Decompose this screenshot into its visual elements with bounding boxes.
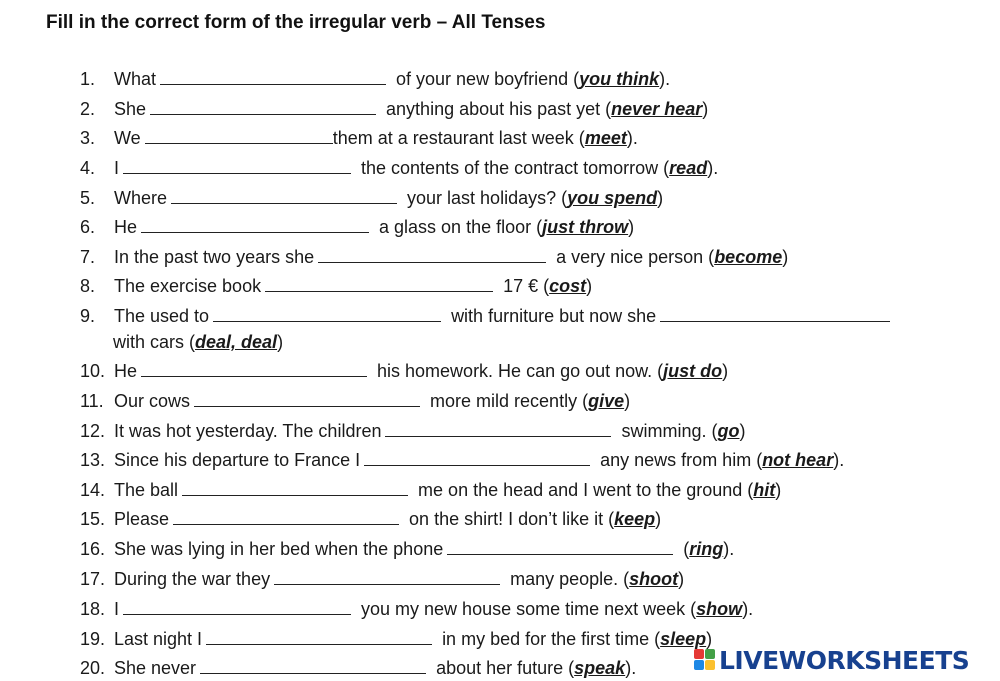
item-text-end: ). bbox=[723, 539, 735, 559]
item-text-before: She was lying in her bed when the phone bbox=[114, 539, 444, 559]
item-number: 1. bbox=[80, 69, 96, 89]
item-text-end: ). bbox=[707, 158, 719, 178]
liveworksheets-logo bbox=[694, 644, 998, 676]
item-text-before: Since his departure to France I bbox=[114, 450, 361, 470]
answer-blank[interactable] bbox=[385, 419, 611, 437]
item-number: 18. bbox=[80, 599, 106, 619]
exercise-item-12 bbox=[80, 418, 980, 444]
exercise-item-8 bbox=[80, 273, 980, 299]
item-text-end: ) bbox=[628, 217, 635, 237]
answer-blank[interactable] bbox=[206, 627, 432, 645]
verb-hint: ring bbox=[689, 539, 724, 559]
item-number: 2. bbox=[80, 99, 96, 119]
verb-hint: go bbox=[717, 421, 740, 441]
item-text-end: ) bbox=[277, 332, 284, 352]
answer-blank[interactable] bbox=[141, 359, 367, 377]
item-text-after: me on the head and I went to the ground ( bbox=[418, 480, 754, 500]
exercise-item-5 bbox=[80, 185, 980, 211]
item-text-before: It was hot yesterday. The children bbox=[114, 421, 382, 441]
logo-mark-icon bbox=[694, 647, 716, 673]
item-text-end: ) bbox=[722, 361, 729, 381]
item-text-after: a very nice person ( bbox=[556, 247, 715, 267]
item-text-after: your last holidays? ( bbox=[407, 188, 568, 208]
answer-blank[interactable] bbox=[123, 597, 351, 615]
exercise-item-16 bbox=[80, 536, 980, 562]
item-text-before: She never bbox=[114, 658, 197, 678]
answer-blank[interactable] bbox=[318, 245, 546, 263]
verb-hint: become bbox=[714, 247, 783, 267]
answer-blank[interactable] bbox=[447, 537, 673, 555]
logo-text: LIVEWORKSHEETS bbox=[719, 645, 970, 675]
item-text-before: Our cows bbox=[114, 391, 191, 411]
verb-hint: never hear bbox=[611, 99, 703, 119]
verb-hint: give bbox=[588, 391, 625, 411]
exercise-item-6 bbox=[80, 214, 980, 240]
verb-hint: just throw bbox=[542, 217, 629, 237]
exercise-item-9-continuation bbox=[113, 329, 283, 355]
item-text-before: The used to bbox=[114, 306, 210, 326]
verb-hint: you spend bbox=[567, 188, 658, 208]
item-text-after: the contents of the contract tomorrow ( bbox=[361, 158, 670, 178]
item-text-before: Last night I bbox=[114, 629, 203, 649]
item-number: 11. bbox=[80, 391, 104, 411]
verb-hint: meet bbox=[584, 128, 627, 148]
item-text-end: ) bbox=[739, 421, 746, 441]
verb-hint: cost bbox=[549, 276, 587, 296]
answer-blank-second[interactable] bbox=[660, 304, 890, 322]
item-text-after: of your new boyfriend ( bbox=[396, 69, 580, 89]
item-text-after: about her future ( bbox=[436, 658, 575, 678]
exercise-item-4 bbox=[80, 155, 980, 181]
item-text-end: ) bbox=[678, 569, 685, 589]
answer-blank[interactable] bbox=[194, 389, 420, 407]
verb-hint: not hear bbox=[762, 450, 834, 470]
item-text-after: with furniture but now she bbox=[451, 306, 657, 326]
item-number: 19. bbox=[80, 629, 106, 649]
item-text-end: ) bbox=[586, 276, 593, 296]
answer-blank[interactable] bbox=[173, 507, 399, 525]
item-text-after: ( bbox=[683, 539, 690, 559]
item-text-after: more mild recently ( bbox=[430, 391, 589, 411]
item-text-before: The exercise book bbox=[114, 276, 262, 296]
exercise-item-14 bbox=[80, 477, 980, 503]
item-text-after: swimming. ( bbox=[621, 421, 718, 441]
item-number: 8. bbox=[80, 276, 96, 296]
answer-blank[interactable] bbox=[213, 304, 441, 322]
item-text-end: ) bbox=[624, 391, 631, 411]
item-text-end: ) bbox=[655, 509, 662, 529]
item-number: 20. bbox=[80, 658, 106, 678]
exercise-item-10 bbox=[80, 358, 980, 384]
item-text-end: ) bbox=[657, 188, 664, 208]
answer-blank[interactable] bbox=[141, 215, 369, 233]
verb-hint: read bbox=[669, 158, 708, 178]
answer-blank[interactable] bbox=[182, 478, 408, 496]
item-text-end: ). bbox=[626, 128, 638, 148]
exercise-item-18 bbox=[80, 596, 980, 622]
item-text-before: She bbox=[114, 99, 147, 119]
verb-hint: keep bbox=[614, 509, 656, 529]
item-number: 9. bbox=[80, 306, 96, 326]
verb-hint: sleep bbox=[660, 629, 707, 649]
answer-blank[interactable] bbox=[160, 67, 386, 85]
item-text-after: a glass on the floor ( bbox=[379, 217, 543, 237]
item-number: 3. bbox=[80, 128, 96, 148]
answer-blank[interactable] bbox=[123, 156, 351, 174]
exercise-item-1 bbox=[80, 66, 980, 92]
item-number: 17. bbox=[80, 569, 106, 589]
item-text-before: The ball bbox=[114, 480, 179, 500]
verb-hint: just do bbox=[663, 361, 723, 381]
item-text-before: I bbox=[114, 158, 120, 178]
exercise-item-11 bbox=[80, 388, 980, 414]
answer-blank[interactable] bbox=[265, 274, 493, 292]
answer-blank[interactable] bbox=[364, 448, 590, 466]
item-text-end: ). bbox=[742, 599, 754, 619]
item-text-after: 17 € ( bbox=[503, 276, 550, 296]
answer-blank[interactable] bbox=[200, 656, 426, 674]
item-text-before: We bbox=[114, 128, 141, 148]
item-number: 6. bbox=[80, 217, 96, 237]
item-text-before: Please bbox=[114, 509, 170, 529]
exercise-item-7 bbox=[80, 244, 980, 270]
item-text-after: any news from him ( bbox=[600, 450, 763, 470]
verb-hint: hit bbox=[753, 480, 776, 500]
item-number: 12. bbox=[80, 421, 106, 441]
answer-blank[interactable] bbox=[150, 97, 376, 115]
item-text-end: ). bbox=[625, 658, 637, 678]
item-text-end: ) bbox=[706, 629, 713, 649]
exercise-item-13 bbox=[80, 447, 980, 473]
item-text-after: them at a restaurant last week ( bbox=[332, 128, 585, 148]
answer-blank[interactable] bbox=[171, 186, 397, 204]
exercise-item-3 bbox=[80, 125, 980, 151]
verb-hint: speak bbox=[574, 658, 626, 678]
item-text-end: ) bbox=[775, 480, 782, 500]
exercise-item-9 bbox=[80, 303, 980, 329]
item-number: 4. bbox=[80, 158, 96, 178]
verb-hint: shoot bbox=[629, 569, 679, 589]
item-number: 7. bbox=[80, 247, 96, 267]
item-number: 14. bbox=[80, 480, 106, 500]
verb-hint: you think bbox=[579, 69, 660, 89]
worksheet-title: Fill in the correct form of the irregular verb – All Tenses bbox=[46, 12, 546, 33]
verb-hint: deal, deal bbox=[195, 332, 278, 352]
item-text-after: anything about his past yet ( bbox=[386, 99, 612, 119]
item-text-after: you my new house some time next week ( bbox=[361, 599, 697, 619]
exercise-item-17 bbox=[80, 566, 980, 592]
item-text-end: ). bbox=[833, 450, 845, 470]
item-text-before: I bbox=[114, 599, 120, 619]
item-text-before: with cars ( bbox=[113, 332, 196, 352]
item-text-after: in my bed for the first time ( bbox=[442, 629, 661, 649]
item-number: 15. bbox=[80, 509, 106, 529]
exercise-item-2 bbox=[80, 96, 980, 122]
item-text-after: on the shirt! I don’t like it ( bbox=[409, 509, 615, 529]
answer-blank[interactable] bbox=[145, 126, 333, 144]
item-text-before: What bbox=[114, 69, 157, 89]
exercise-item-15 bbox=[80, 506, 980, 532]
item-text-before: During the war they bbox=[114, 569, 271, 589]
item-number: 10. bbox=[80, 361, 106, 381]
item-text-end: ) bbox=[782, 247, 789, 267]
item-number: 13. bbox=[80, 450, 106, 470]
item-text-end: ). bbox=[659, 69, 671, 89]
item-text-before: He bbox=[114, 217, 138, 237]
item-number: 16. bbox=[80, 539, 106, 559]
item-text-after: many people. ( bbox=[510, 569, 630, 589]
verb-hint: show bbox=[696, 599, 743, 619]
item-text-end: ) bbox=[702, 99, 709, 119]
item-text-before: He bbox=[114, 361, 138, 381]
item-text-after: his homework. He can go out now. ( bbox=[377, 361, 664, 381]
item-text-before: Where bbox=[114, 188, 168, 208]
answer-blank[interactable] bbox=[274, 567, 500, 585]
item-text-before: In the past two years she bbox=[114, 247, 315, 267]
item-number: 5. bbox=[80, 188, 96, 208]
